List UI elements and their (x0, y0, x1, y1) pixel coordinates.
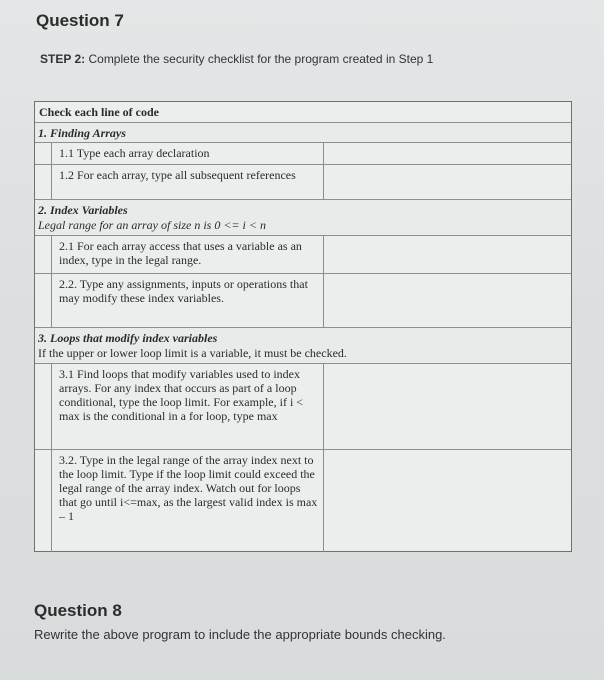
question-8-title: Question 8 (34, 601, 122, 620)
question-8-text: Rewrite the above program to include the appropriate bounds checking. (34, 627, 446, 642)
section-row-finding-arrays (35, 123, 571, 143)
item-text: 3.1 Find loops that modify variables used to index arrays. For any index that occurs as part of a loop conditional, type the loop limit. For example, if i < max is the conditional in a for loop, type max (59, 367, 304, 423)
item-text: 3.2. Type in the legal range of the array index next to the loop limit. Type if the loop limit could exceed the legal range of the array index. Watch out for loops that go until i<=max, as the largest valid index is max – 1 (59, 453, 318, 523)
checklist-item-2-1 (35, 236, 571, 274)
checklist-item-3-1 (35, 364, 571, 450)
checklist-item-3-2 (35, 450, 571, 552)
item-text: 1.2 For each array, type all subsequent references (59, 168, 296, 182)
section-row-index-variables (35, 200, 571, 236)
step-instruction (40, 52, 433, 66)
checklist-header: Check each line of code (39, 105, 159, 119)
step-text: Complete the security checklist for the program created in Step 1 (85, 52, 434, 66)
section-row-loops (35, 328, 571, 364)
question-7-title: Question 7 (36, 11, 124, 30)
checklist-item-1-2 (35, 165, 571, 200)
section-note: Legal range for an array of size n is 0 <= i < n (38, 218, 266, 232)
item-text: 1.1 Type each array declaration (59, 146, 210, 160)
step-label: STEP 2: (40, 52, 86, 66)
checklist-item-2-2 (35, 274, 571, 328)
item-text: 2.2. Type any assignments, inputs or operations that may modify these index variables. (59, 277, 308, 305)
section-title: 3. Loops that modify index variables (38, 331, 218, 345)
item-text: 2.1 For each array access that uses a variable as an index, type in the legal range. (59, 239, 302, 267)
section-title: 2. Index Variables (38, 203, 128, 217)
checklist-item-1-1 (35, 143, 571, 165)
checklist-header-row (35, 102, 571, 123)
security-checklist-table (34, 101, 572, 552)
section-title: 1. Finding Arrays (38, 126, 126, 140)
section-note: If the upper or lower loop limit is a variable, it must be checked. (38, 346, 347, 360)
